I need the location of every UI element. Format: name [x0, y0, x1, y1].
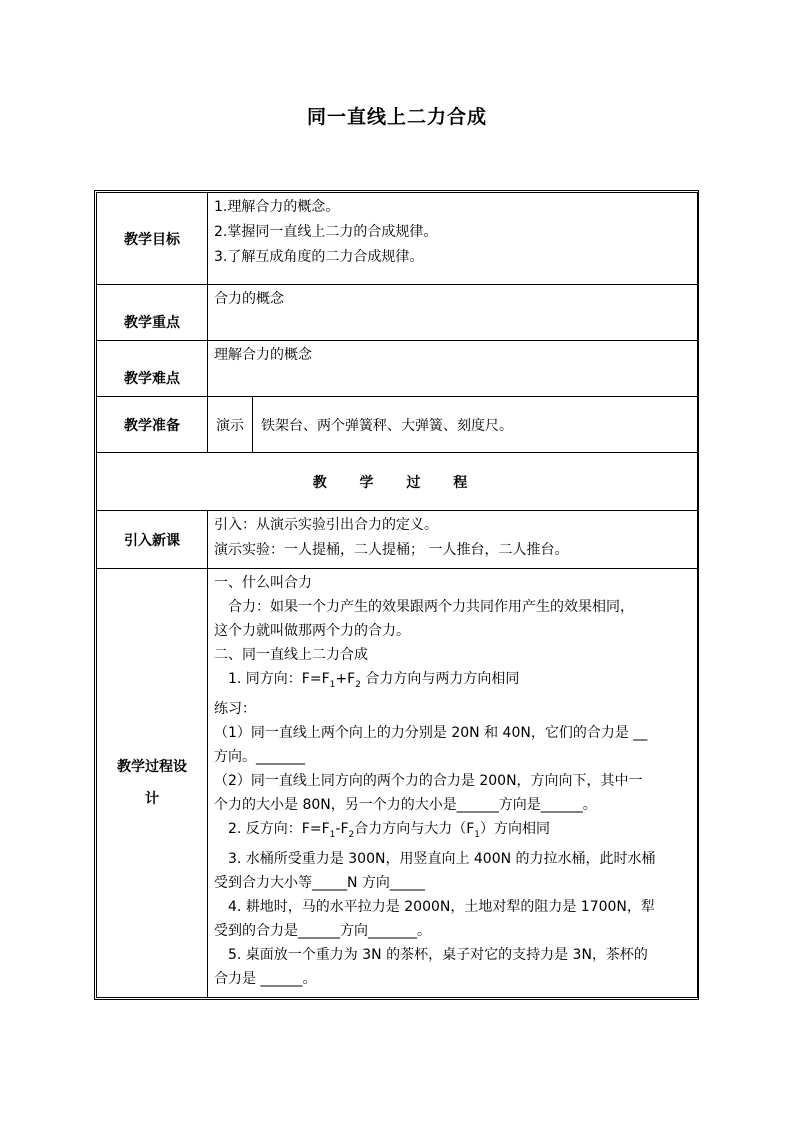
process-line: 二、同一直线上二力合成 [214, 647, 368, 663]
process-line: 受到合力大小等_____N 方向_____ [214, 874, 425, 891]
process-line: 练习： [214, 700, 256, 717]
goals-label: 教学目标 [97, 193, 208, 285]
key-points-row [97, 285, 698, 341]
difficulties-label: 教学难点 [97, 341, 208, 397]
process-line: 合力：如果一个力产生的效果跟两个力共同作用产生的效果相同， [228, 599, 634, 615]
process-row [97, 569, 698, 998]
process-line: 方向。_______ [214, 748, 305, 765]
process-heading-row [97, 453, 698, 511]
intro-line: 引入：从演示实验引出合力的定义。 [214, 517, 438, 533]
difficulties-row [97, 341, 698, 397]
preparation-content [208, 397, 698, 453]
process-heading: 教 学 过 程 [97, 453, 698, 511]
process-line: 一、什么叫合力 [214, 575, 312, 591]
preparation-inner [208, 397, 697, 452]
process-line: 3. 水桶所受重力是 300N，用竖直向上 400N 的力拉水桶，此时水桶 [228, 850, 656, 867]
process-line: 这个力就叫做那两个力的合力。 [214, 623, 410, 639]
preparation-text: 铁架台、两个弹簧秤、大弹簧、刻度尺。 [261, 417, 513, 434]
process-line: 4. 耕地时，马的水平拉力是 2000N，土地对犁的阻力是 1700N，犁 [228, 898, 655, 915]
intro-row [97, 511, 698, 569]
process-label-line: 教学过程设 [117, 759, 187, 775]
goals-row [97, 193, 698, 285]
intro-label: 引入新课 [97, 511, 208, 569]
preparation-label: 教学准备 [97, 397, 208, 453]
key-points-label: 教学重点 [97, 285, 208, 341]
lesson-plan-table [96, 192, 698, 998]
goals-content [208, 193, 698, 285]
intro-content [208, 511, 698, 569]
goal-item: 1.理解合力的概念。 [214, 199, 340, 215]
intro-line: 演示实验：一人提桶，二人提桶； 一人推台，二人推台。 [214, 542, 569, 558]
process-line: 受到的合力是______方向_______。 [214, 922, 431, 939]
process-line-formula: 1. 同方向：$F=F_1+F_2$ 合力方向与两力方向相同 [228, 671, 520, 690]
process-label-line: 计 [145, 791, 159, 807]
process-line: 个力的大小是 80N，另一个力的大小是______方向是______。 [214, 796, 597, 813]
process-line-formula: 2. 反方向：$F=F_1-F_2$合力方向与大力$(F_1)$方向相同 [228, 820, 551, 840]
goal-item: 2.掌握同一直线上二力的合成规律。 [214, 224, 438, 240]
process-content [208, 569, 698, 998]
preparation-sub-label: 演示 [208, 397, 253, 452]
process-label [97, 569, 208, 998]
page-title: 同一直线上二力合成 [306, 106, 487, 128]
process-line: （1）同一直线上两个向上的力分别是 20N 和 40N，它们的合力是 __ [214, 724, 648, 741]
key-points-content: 合力的概念 [208, 285, 698, 341]
process-line: 5. 桌面放一个重力为 3N 的茶杯，桌子对它的支持力是 3N，茶杯的 [228, 946, 648, 963]
difficulties-content: 理解合力的概念 [208, 341, 698, 397]
goal-item: 3.了解互成角度的二力合成规律。 [214, 249, 424, 265]
process-line: （2）同一直线上同方向的两个力的合力是 200N，方向向下，其中一 [214, 772, 643, 789]
process-line: 合力是 ______。 [214, 970, 317, 987]
preparation-row [97, 397, 698, 453]
